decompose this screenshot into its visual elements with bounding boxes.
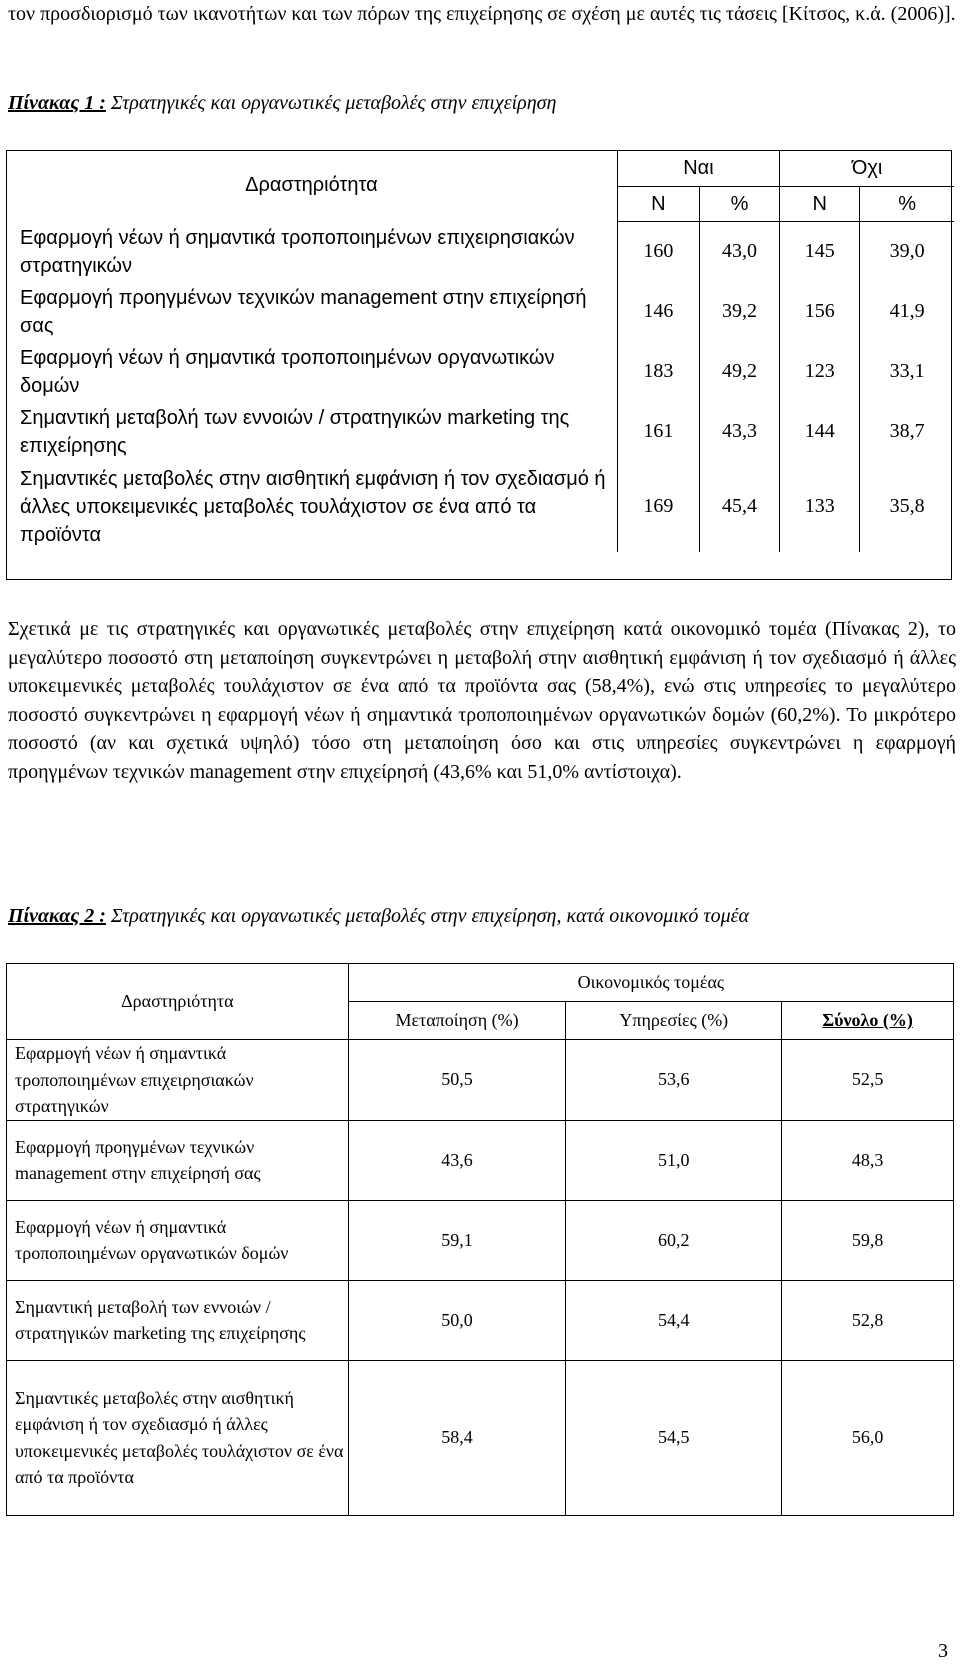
table1-row <box>6 462 954 552</box>
table2-row-label: Σημαντική μεταβολή των εννοιών / στρατηγικών marketing της επιχείρησης <box>7 1280 349 1360</box>
table1-cell-no-pct: 35,8 <box>889 495 925 517</box>
table2-header-sector: Οικονομικός τομέας <box>348 964 953 1002</box>
table1-sub-yes-pct: % <box>699 187 779 222</box>
table1-cell-yes-n: 183 <box>617 342 699 402</box>
table1-header-yes: Ναι <box>617 150 779 187</box>
table2-row <box>7 1280 954 1360</box>
table1-row <box>6 282 954 342</box>
table2-cell-total: 48,3 <box>782 1120 954 1200</box>
table1-cell-yes-pct: 43,3 <box>699 402 779 462</box>
table1-caption-title: Στρατηγικές και οργανωτικές μεταβολές στην επιχείρηση <box>105 92 557 114</box>
table1-cell-yes-n: 146 <box>617 282 699 342</box>
table1-cell-no-n: 156 <box>780 282 860 342</box>
table1-cell-no-n: 144 <box>780 402 860 462</box>
table2-cell-total: 52,8 <box>782 1280 954 1360</box>
table2-cell-total: 56,0 <box>782 1360 954 1515</box>
table2-row <box>7 1200 954 1280</box>
table1-sub-yes-n: Ν <box>617 187 699 222</box>
table2-row-label: Σημαντικές μεταβολές στην αισθητική εμφάνιση ή τον σχεδιασμό ή άλλες υποκειμενικές μεταβολές τουλάχιστον σε ένα από τα προϊόντα <box>7 1360 349 1515</box>
table2-cell-manufacturing: 43,6 <box>348 1120 566 1200</box>
intro-paragraph: τον προσδιορισμό των ικανοτήτων και των πόρων της επιχείρησης σε σχέση με αυτές τις τάσεις [Κίτσος, κ.ά. (2006)]. <box>8 3 956 25</box>
table2-header-activity: Δραστηριότητα <box>7 964 349 1040</box>
table1-row-label: Εφαρμογή νέων ή σημαντικά τροποποιημένων επιχειρησιακών στρατηγικών <box>20 226 575 277</box>
table2-row-label: Εφαρμογή προηγμένων τεχνικών management στην επιχείρησή σας <box>7 1120 349 1200</box>
table1-header-no: Όχι <box>780 150 954 187</box>
table2-row-label: Εφαρμογή νέων ή σημαντικά τροποποιημένων επιχειρησιακών στρατηγικών <box>7 1040 349 1121</box>
table2-cell-services: 51,0 <box>566 1120 782 1200</box>
table2 <box>6 963 954 1516</box>
table1-caption <box>8 90 956 116</box>
table2-cell-total: 59,8 <box>782 1200 954 1280</box>
table1-cell-no-pct: 39,0 <box>889 240 925 263</box>
table2-cell-manufacturing: 59,1 <box>348 1200 566 1280</box>
table1-row <box>6 402 954 462</box>
table1-row-label: Σημαντικές μεταβολές στην αισθητική εμφάνιση ή τον σχεδιασμό ή άλλες υποκειμενικές μεταβολές τουλάχιστον σε ένα από τα προϊόντα <box>20 467 606 546</box>
table1 <box>6 150 954 552</box>
table2-header-manufacturing: Μεταποίηση (%) <box>348 1002 566 1040</box>
table1-sub-no-pct: % <box>860 187 954 222</box>
table2-cell-manufacturing: 50,5 <box>348 1040 566 1121</box>
table2-cell-services: 54,5 <box>566 1360 782 1515</box>
table2-caption-label: Πίνακας 2 : <box>8 905 106 927</box>
table1-cell-no-pct: 41,9 <box>889 300 925 322</box>
table2-cell-services: 53,6 <box>566 1040 782 1121</box>
table2-row <box>7 1360 954 1515</box>
table2-caption-title: Στρατηγικές και οργανωτικές μεταβολές στην επιχείρηση, κατά οικονομικό τομέα <box>105 905 750 927</box>
table2-cell-manufacturing: 58,4 <box>348 1360 566 1515</box>
table1-cell-yes-pct: 43,0 <box>699 222 779 282</box>
table2-row <box>7 1040 954 1121</box>
table2-caption <box>8 903 956 929</box>
table1-sub-no-n: Ν <box>780 187 860 222</box>
table1-cell-yes-pct: 39,2 <box>699 282 779 342</box>
table1-cell-no-pct: 38,7 <box>889 420 925 442</box>
table2-cell-total: 52,5 <box>782 1040 954 1121</box>
table1-row-label: Εφαρμογή νέων ή σημαντικά τροποποιημένων οργανωτικών δομών <box>20 346 555 397</box>
table1-cell-yes-n: 160 <box>617 222 699 282</box>
table1-cell-yes-pct: 49,2 <box>699 342 779 402</box>
table1-cell-no-pct: 33,1 <box>889 360 925 382</box>
table2-header-total: Σύνολο (%) <box>782 1002 954 1040</box>
page-number: 3 <box>938 1640 948 1662</box>
table2-header-services: Υπηρεσίες (%) <box>566 1002 782 1040</box>
table2-row-label: Εφαρμογή νέων ή σημαντικά τροποποιημένων οργανωτικών δομών <box>7 1200 349 1280</box>
table1-row-label: Σημαντική μεταβολή των εννοιών / στρατηγικών marketing της επιχείρησης <box>20 406 570 457</box>
table1-row-label: Εφαρμογή προηγμένων τεχνικών management στην επιχείρησή σας <box>20 286 587 337</box>
table1-cell-no-n: 123 <box>780 342 860 402</box>
table1-row <box>6 342 954 402</box>
table2-cell-services: 54,4 <box>566 1280 782 1360</box>
table1-cell-yes-pct: 45,4 <box>699 462 779 552</box>
table1-caption-label: Πίνακας 1 : <box>8 92 106 114</box>
table1-header-activity: Δραστηριότητα <box>245 174 378 197</box>
table1-cell-yes-n: 169 <box>617 462 699 552</box>
table1-cell-yes-n: 161 <box>617 402 699 462</box>
table1-cell-no-n: 133 <box>780 462 860 552</box>
table2-cell-manufacturing: 50,0 <box>348 1280 566 1360</box>
table2-cell-services: 60,2 <box>566 1200 782 1280</box>
body-paragraph: Σχετικά με τις στρατηγικές και οργανωτικές μεταβολές στην επιχείρηση κατά οικονομικό τομέα (Πίνακας 2), το μεγαλύτερο ποσοστό στη μεταποίηση συγκεντρώνει η μεταβολή στην αισθητική εμφάνιση ή τον σχεδιασμό ή άλλες υποκειμενικές μεταβολές τουλάχιστον σε ένα από τα προϊόντα σας (58,4%), ενώ στις υπηρεσίες το μεγαλύτερο ποσοστό συγκεντρώνει η εφαρμογή νέων ή σημαντικά τροποποιημένων οργανωτικών δομών (60,2%). Το μικρότερο ποσοστό (αν και σχετικά υψηλό) τόσο στη μεταποίηση όσο και στις υπηρεσίες συγκεντρώνει η εφαρμογή προηγμένων τεχνικών management στην επιχείρησή (43,6% και 51,0% αντίστοιχα). <box>8 618 956 783</box>
table1-row <box>6 222 954 282</box>
table2-row <box>7 1120 954 1200</box>
table1-cell-no-n: 145 <box>780 222 860 282</box>
